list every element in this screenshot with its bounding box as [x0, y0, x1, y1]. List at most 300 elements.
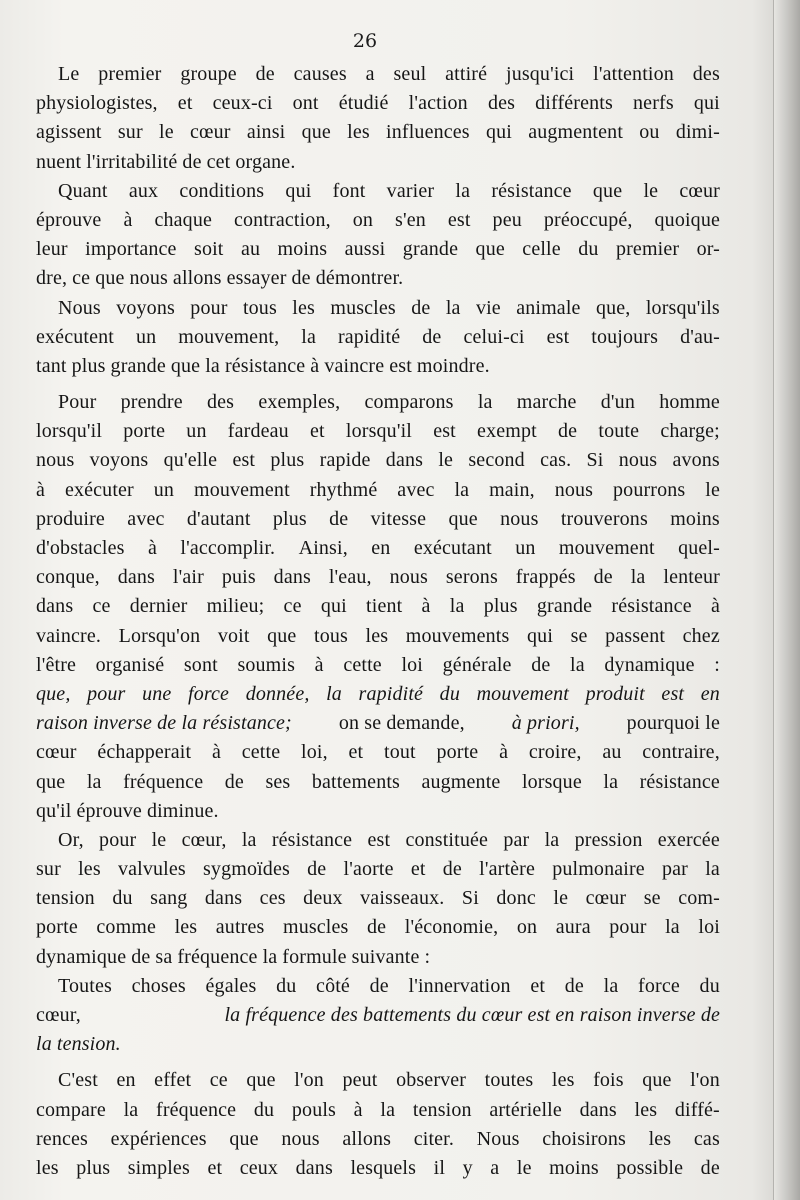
word: résistance [271, 828, 353, 851]
word: qui [693, 92, 720, 115]
word: porte [436, 741, 479, 764]
word: l'aorte [343, 858, 394, 881]
word: augmente [421, 770, 501, 793]
word: de [411, 296, 431, 319]
word: celui-ci [463, 325, 525, 348]
word: de [422, 325, 442, 348]
word: du [112, 887, 133, 910]
word: vitesse [370, 507, 427, 530]
word: l'artère [479, 858, 536, 881]
word: la [449, 595, 465, 618]
text-line [36, 1066, 720, 1095]
paragraph-6 [36, 972, 720, 1060]
word: ont [292, 92, 319, 115]
word: que [301, 121, 331, 144]
word: porte [36, 916, 78, 939]
word: la [570, 653, 585, 676]
word: quoique [654, 208, 720, 231]
word: la [380, 1098, 396, 1121]
word: la [454, 478, 470, 501]
word: l'eau, [328, 566, 372, 589]
word: de [442, 858, 462, 881]
word: com- [678, 887, 720, 910]
word: voit [217, 624, 250, 647]
word: choses [131, 974, 186, 997]
text-line [36, 738, 720, 767]
word: formule [282, 945, 347, 968]
word: l'on [690, 1069, 720, 1092]
word: ce [283, 595, 302, 618]
word: influences [386, 121, 470, 144]
word: causes [293, 63, 347, 85]
word: grande [536, 595, 593, 618]
word: que [642, 1069, 672, 1092]
word: allons [172, 267, 222, 290]
text-line [36, 913, 720, 942]
word: du [699, 974, 720, 997]
word: nous [554, 478, 594, 501]
word: à [710, 595, 720, 618]
word: : [424, 945, 431, 968]
text-line [36, 148, 720, 177]
word: cœur [585, 887, 627, 910]
word: et [310, 420, 325, 443]
word: essayer [226, 267, 287, 290]
text-line [36, 1154, 720, 1183]
word: autres [215, 916, 265, 939]
word: pour [87, 682, 126, 705]
word: la [301, 325, 316, 348]
word: importance [85, 238, 177, 261]
word: éprouve [76, 799, 142, 822]
word: des [206, 391, 235, 414]
word: Pour [58, 391, 97, 414]
word: l'irritabilité [86, 150, 178, 173]
word: Si [461, 887, 479, 910]
word: nerfs [633, 92, 674, 115]
word: le [705, 478, 720, 501]
word: expériences [110, 1127, 207, 1150]
word: un [186, 420, 207, 443]
word: Si [586, 449, 604, 472]
word: seul [393, 63, 427, 85]
word: serons [445, 566, 498, 589]
word: quel- [678, 537, 720, 559]
word: l'on [294, 1069, 324, 1092]
word: de [369, 974, 389, 997]
word: constituée [405, 828, 489, 851]
word: plus [272, 507, 307, 530]
word: contraire, [642, 741, 720, 764]
word: se [643, 887, 661, 910]
word: générale [442, 653, 512, 676]
word: est [389, 354, 412, 377]
word: est [447, 208, 471, 231]
word: fréquence [156, 1098, 237, 1121]
word: conditions [179, 179, 265, 202]
word: lorsqu'il [345, 420, 412, 443]
word: le [438, 449, 454, 472]
text-line [36, 972, 720, 1001]
word: Or, [58, 828, 84, 851]
word: on [352, 208, 374, 231]
word: fréquence [123, 770, 204, 793]
word: la [477, 391, 493, 414]
word: le [643, 179, 659, 202]
text-line [36, 1096, 720, 1125]
word: la [630, 566, 646, 589]
text-line [36, 826, 720, 855]
word: tension [36, 887, 95, 910]
word: rhythmé [309, 478, 378, 501]
word: milieu; [206, 595, 265, 618]
word: la [205, 354, 220, 377]
word: dans [204, 887, 243, 910]
word: à [310, 354, 320, 377]
word: à [36, 478, 46, 501]
word: l'innervation [408, 974, 511, 997]
word: la [665, 916, 680, 939]
word: l'action [408, 92, 468, 115]
word: a [490, 1156, 500, 1179]
word: et [207, 1156, 223, 1179]
word: ou [639, 121, 660, 144]
word: pulmonaire [552, 858, 645, 881]
word: muscles [282, 916, 349, 939]
text-line [36, 118, 720, 147]
word: produire [36, 507, 105, 530]
word: de [131, 945, 151, 968]
word: s'en [395, 208, 426, 231]
word: de [182, 150, 202, 173]
word: lorsque [521, 770, 582, 793]
word: avec [397, 478, 435, 501]
word: la [603, 770, 619, 793]
word: ce [209, 1069, 228, 1092]
word: au [602, 741, 622, 764]
text-line [36, 388, 720, 417]
word: qui [485, 121, 512, 144]
text-line [36, 563, 720, 592]
word: leur [36, 238, 68, 261]
word: tout [383, 741, 416, 764]
text-line [36, 352, 720, 381]
word: que [95, 267, 125, 290]
word: organe. [235, 150, 296, 173]
word: dans [295, 1156, 333, 1179]
word: augmentent [528, 121, 624, 144]
word: sont [183, 653, 218, 676]
word: la [241, 828, 257, 851]
word: peut [342, 1069, 378, 1092]
word: frappés [515, 566, 576, 589]
word: produit [585, 682, 645, 705]
word: mouvement [476, 682, 570, 705]
word: à [147, 537, 157, 559]
mixed-text-line [36, 1001, 720, 1030]
word: vie [475, 296, 501, 319]
word: tant [36, 354, 67, 377]
word: cœur [36, 741, 77, 764]
word: il [433, 1156, 446, 1179]
paragraph-2 [36, 177, 720, 294]
word: fréquence [177, 945, 258, 968]
word: nous [129, 267, 168, 290]
roman-span: on se demande, [338, 712, 465, 735]
word: à [421, 595, 431, 618]
word: côté [316, 974, 350, 997]
word: des [692, 63, 720, 85]
word: que [246, 1069, 276, 1092]
word: charge; [660, 420, 720, 443]
word: du [439, 682, 460, 705]
word: ainsi [246, 121, 286, 144]
page-number: 26 [352, 30, 378, 52]
word: y [462, 1156, 473, 1179]
word: lesquels [350, 1156, 417, 1179]
word: sang [150, 887, 188, 910]
word: le [553, 887, 569, 910]
word: échapperait [97, 741, 192, 764]
word: l'attention [593, 63, 674, 85]
text-line [36, 534, 720, 563]
word: que [36, 770, 66, 793]
word: les [634, 1098, 658, 1121]
word: muscles [330, 296, 396, 319]
word: en [700, 682, 720, 705]
word: d'obstacles [36, 537, 125, 559]
word: tension. [56, 1033, 121, 1056]
word: moins [277, 238, 328, 261]
word: la [705, 858, 720, 881]
word: et [177, 92, 193, 115]
word: fardeau [227, 420, 289, 443]
word: Lorsqu'on [118, 624, 201, 647]
word: voyons [89, 449, 149, 472]
body-text [36, 60, 720, 1183]
word: porte [123, 420, 166, 443]
text-line [36, 797, 720, 826]
word: et [410, 858, 426, 881]
word: du [253, 1098, 275, 1121]
word: est [546, 325, 570, 348]
word: d'autant [186, 507, 251, 530]
word: ses [265, 770, 291, 793]
word: plus [76, 1156, 111, 1179]
word: de [329, 507, 349, 530]
word: lorsqu'il [36, 420, 103, 443]
word: la [455, 179, 471, 202]
word: exemples, [258, 391, 341, 414]
word: et [530, 974, 546, 997]
word: Quant [58, 179, 108, 202]
italic-span: à priori, [511, 712, 580, 735]
word: les [648, 1127, 672, 1150]
word: Nous [58, 296, 101, 319]
word: pouls [291, 1098, 336, 1121]
word: la [86, 770, 102, 793]
word: en [371, 537, 391, 559]
paragraph-4 [36, 388, 720, 826]
word: homme [659, 391, 720, 414]
word: contraction, [233, 208, 331, 231]
text-line [36, 177, 720, 206]
word: tension [412, 1098, 472, 1121]
word: aussi [344, 238, 386, 261]
paragraph-7 [36, 1066, 720, 1183]
text-line [36, 206, 720, 235]
word: le [151, 828, 167, 851]
word: plus [483, 595, 518, 618]
word: résistance [611, 595, 692, 618]
word: pour [190, 296, 228, 319]
word: tous [242, 296, 277, 319]
word: C'est [58, 1069, 98, 1092]
word: au [240, 238, 261, 261]
text-line [36, 446, 720, 475]
word: les [174, 916, 198, 939]
word: cœur [189, 121, 231, 144]
word: nous [389, 566, 428, 589]
word: moindre. [416, 354, 490, 377]
text-line [36, 768, 720, 797]
word: ceux [239, 1156, 279, 1179]
word: d'au- [680, 325, 720, 348]
word: cette [241, 741, 281, 764]
word: est [661, 682, 685, 705]
word: chaque [154, 208, 212, 231]
word: groupe [180, 63, 237, 85]
word: lorsqu'ils [645, 296, 720, 319]
word: que, [595, 296, 631, 319]
word: plus [270, 449, 305, 472]
word: dans [36, 595, 74, 618]
word: varier [386, 179, 435, 202]
word: que [229, 1127, 259, 1150]
word: sur [117, 121, 143, 144]
word: les [78, 858, 101, 881]
word: sygmoïdes [203, 858, 290, 881]
word: un [515, 537, 536, 559]
word: est [367, 828, 391, 851]
word: ce [92, 595, 111, 618]
word: aux [128, 179, 159, 202]
word: de [291, 267, 311, 290]
paragraph-5 [36, 826, 720, 972]
word: que [475, 238, 505, 261]
word: premier [98, 63, 162, 85]
word: éprouve [36, 208, 102, 231]
word: dans [579, 1098, 617, 1121]
word: à [123, 208, 133, 231]
word: dernier [129, 595, 188, 618]
word: puis [221, 566, 256, 589]
word: vaisseaux. [360, 887, 445, 910]
word: tous [313, 624, 348, 647]
word: qu'il [36, 799, 72, 822]
word: les [36, 1156, 59, 1179]
word: artérielle [489, 1098, 562, 1121]
word: que [448, 507, 478, 530]
word: du [578, 238, 599, 261]
word: fois [593, 1069, 624, 1092]
word: toute [598, 420, 640, 443]
word: aura [555, 916, 591, 939]
word: de [700, 1156, 720, 1179]
word: jusqu'ici [505, 63, 575, 85]
word: l'accomplir. [180, 537, 276, 559]
word: que [170, 354, 201, 377]
word: animale [516, 296, 581, 319]
word: du [276, 974, 297, 997]
text-line [36, 943, 720, 972]
word: cas. [540, 449, 572, 472]
word: ces [259, 887, 286, 910]
text-line [36, 476, 720, 505]
word: un [135, 325, 157, 348]
word: or- [696, 238, 720, 261]
word: force [638, 974, 680, 997]
word: allons [342, 1127, 392, 1150]
word: qu'elle [163, 449, 218, 472]
word: de [558, 420, 578, 443]
word: les [292, 296, 315, 319]
word: le [159, 121, 174, 144]
word: font [332, 179, 366, 202]
word: grande [110, 354, 166, 377]
word: celle [522, 238, 561, 261]
word: ceux-ci [212, 92, 273, 115]
text-line [36, 294, 720, 323]
word: simples [127, 1156, 190, 1179]
word: l'être [36, 653, 77, 676]
word: préoccupé, [543, 208, 633, 231]
word: sur [36, 858, 61, 881]
word: loi, [301, 741, 328, 764]
word: citer. [413, 1127, 455, 1150]
word: dans [273, 566, 311, 589]
word: soit [194, 238, 224, 261]
word: sa [155, 945, 173, 968]
word: soumis [237, 653, 296, 676]
page-edge-shadow [773, 0, 800, 1200]
word: loi [401, 653, 424, 676]
word: exercée [657, 828, 720, 851]
word: toutes [484, 1069, 534, 1092]
word: de [564, 974, 584, 997]
word: cette [343, 653, 382, 676]
text-line [36, 884, 720, 913]
word: agissent [36, 121, 102, 144]
text-line [36, 323, 720, 352]
word: comparons [364, 391, 454, 414]
word: diminue. [146, 799, 219, 822]
word: cas [693, 1127, 720, 1150]
word: second [468, 449, 525, 472]
word: valvules [117, 858, 186, 881]
word: deux [303, 887, 343, 910]
word: que, [36, 682, 71, 705]
word: grande [402, 238, 459, 261]
word: physiologistes, [36, 92, 158, 115]
word: à [499, 741, 509, 764]
word: démontrer. [315, 267, 404, 290]
word: est [433, 420, 456, 443]
text-line [36, 505, 720, 534]
word: Nous [476, 1127, 520, 1150]
word: suivante [351, 945, 420, 968]
word: par [503, 828, 530, 851]
